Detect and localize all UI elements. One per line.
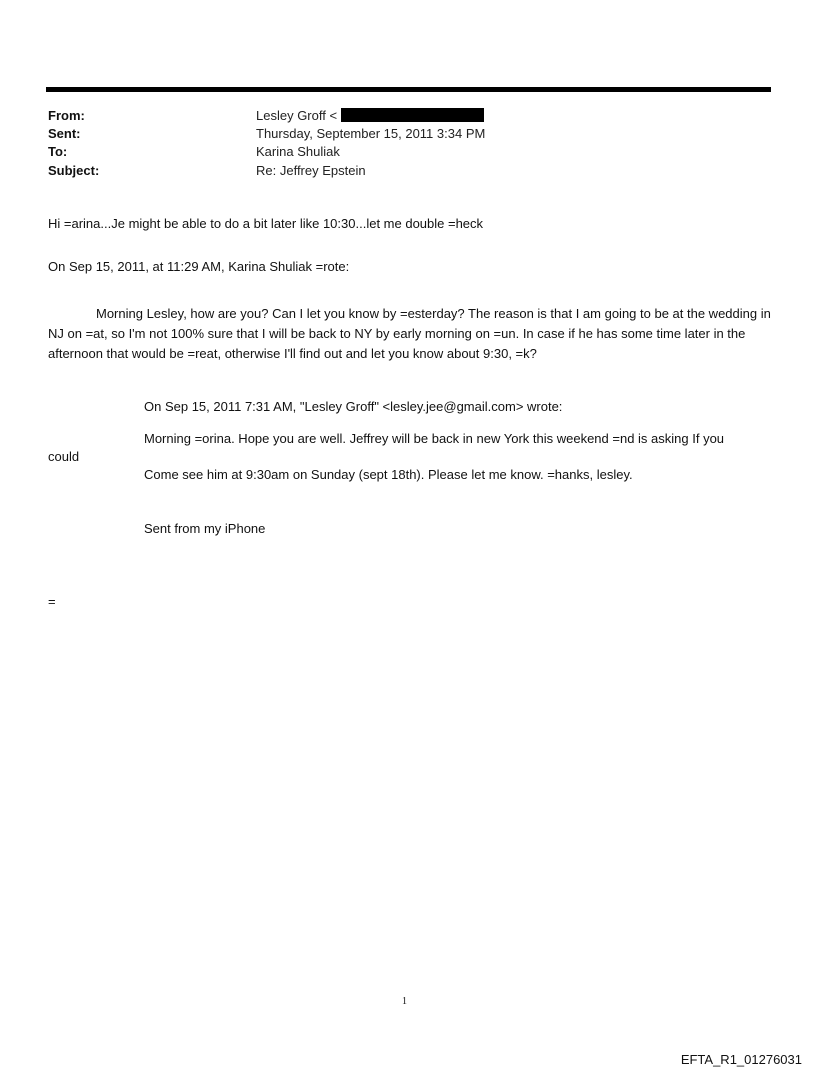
signature: Sent from my iPhone xyxy=(144,521,266,536)
reply-line: Hi =arina...Je might be able to do a bit later like 10:30...let me double =heck xyxy=(48,216,484,231)
to-value: Karina Shuliak xyxy=(256,144,340,159)
quote2-line2: Come see him at 9:30am on Sunday (sept 18th). Please let me know. =hanks, lesley. xyxy=(144,467,633,482)
quote2-header: On Sep 15, 2011 7:31 AM, "Lesley Groff" <lesley.jee@gmail.com> wrote: xyxy=(144,399,563,414)
from-name: Lesley Groff < xyxy=(256,108,338,123)
trailing-equals: = xyxy=(48,594,56,609)
quote2-wrap: could xyxy=(48,449,80,464)
sent-value: Thursday, September 15, 2011 3:34 PM xyxy=(256,126,486,141)
quote2-line1: Morning =orina. Hope you are well. Jeffrey will be back in new York this weekend =nd is asking If you xyxy=(144,431,725,446)
quote1-body: Morning Lesley, how are you? Can I let you know by =esterday? The reason is that I am going to be at the wedding in NJ on =at, so I'm not 100% sure that I will be back to NY by early morning on =un. In case if he has some time later in the afternoon that would be =reat, otherwise I'll find out and let you know about 9:30, =k? xyxy=(48,306,771,361)
sent-label: Sent: xyxy=(48,126,81,141)
subject-value: Re: Jeffrey Epstein xyxy=(256,163,366,178)
quote1-header: On Sep 15, 2011, at 11:29 AM, Karina Shuliak =rote: xyxy=(48,259,350,274)
bates-number: EFTA_R1_01276031 xyxy=(680,1052,802,1067)
subject-label: Subject: xyxy=(48,163,100,178)
to-label: To: xyxy=(48,144,68,159)
from-value xyxy=(256,108,484,124)
redaction-block xyxy=(341,108,484,122)
page-number: 1 xyxy=(402,996,407,1007)
from-label: From: xyxy=(48,108,85,123)
header-rule xyxy=(46,87,771,92)
